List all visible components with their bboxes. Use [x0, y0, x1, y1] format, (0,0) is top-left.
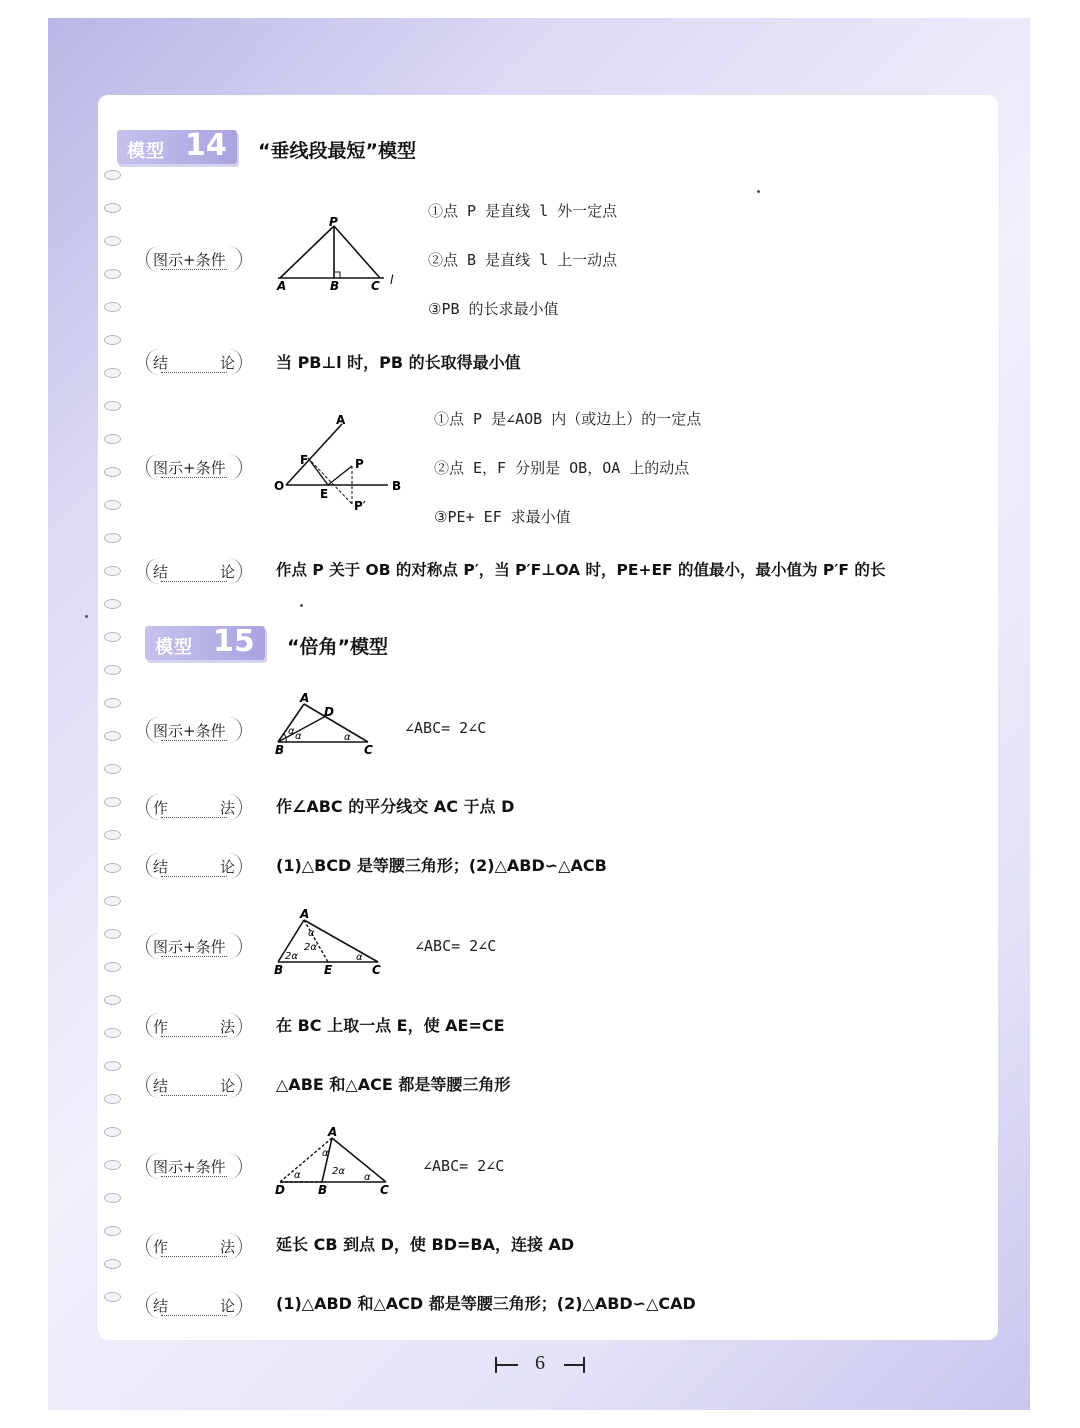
svg-text:B: B	[330, 279, 340, 293]
label-conclusion: 结 论	[146, 853, 242, 879]
model14-b2-condition-2: ②点 E，F 分别是 OB，OA 上的动点	[434, 459, 690, 477]
svg-text:α: α	[364, 1172, 371, 1183]
svg-text:α: α	[288, 726, 295, 737]
svg-text:P′: P′	[354, 499, 366, 513]
svg-text:D: D	[324, 705, 334, 719]
model-14-title: “垂线段最短”模型	[258, 140, 416, 162]
svg-text:C: C	[372, 963, 381, 977]
model-15-title: “倍角”模型	[287, 636, 388, 658]
svg-text:E: E	[324, 963, 333, 977]
model14-figure1	[272, 214, 402, 294]
speck	[85, 615, 88, 618]
svg-text:A: A	[336, 413, 346, 427]
label-diagram-conditions: 图示+条件	[146, 454, 242, 480]
svg-text:A: A	[300, 907, 310, 921]
model14-b2-conclusion: 作点 P 关于 OB 的对称点 P′，当 P′F⊥OA 时，PE+EF 的值最小，最小值为 P′F 的长	[276, 561, 886, 579]
model14-b1-condition-2: ②点 B 是直线 l 上一动点	[428, 251, 618, 269]
model15-figure1	[270, 692, 380, 760]
model-15-tag	[145, 626, 265, 660]
model15-figure2	[270, 906, 390, 980]
label-diagram-conditions: 图示+条件	[146, 717, 242, 743]
model14-b1-condition-1: ①点 P 是直线 l 外一定点	[428, 202, 618, 220]
label-method: 作 法	[146, 794, 242, 820]
page-number: 6	[535, 1352, 545, 1374]
model14-b2-condition-1: ①点 P 是∠AOB 内（或边上）的一定点	[434, 410, 702, 428]
svg-text:D: D	[275, 1183, 285, 1197]
model15-b1-conclusion: (1)△BCD 是等腰三角形；(2)△ABD∽△ACB	[276, 856, 607, 875]
label-method: 作 法	[146, 1013, 242, 1039]
model-14-number: 14	[185, 128, 227, 163]
model15-b1-method: 作∠ABC 的平分线交 AC 于点 D	[276, 797, 515, 816]
model15-b2-condition: ∠ABC= 2∠C	[415, 937, 497, 955]
label-diagram-conditions: 图示+条件	[146, 246, 242, 272]
svg-text:B: B	[274, 963, 284, 977]
model15-b2-method: 在 BC 上取一点 E，使 AE=CE	[276, 1016, 505, 1035]
svg-text:O: O	[274, 479, 285, 493]
svg-text:α: α	[322, 1148, 329, 1159]
label-conclusion: 结 论	[146, 1292, 242, 1318]
svg-text:α: α	[294, 1170, 301, 1181]
model-14-tag	[117, 130, 237, 164]
svg-text:A: A	[277, 279, 287, 293]
svg-text:α: α	[344, 732, 351, 743]
svg-text:E: E	[320, 487, 329, 501]
svg-text:A: A	[300, 692, 310, 705]
speck	[300, 604, 303, 607]
svg-text:2α: 2α	[332, 1166, 345, 1177]
label-diagram-conditions: 图示+条件	[146, 1153, 242, 1179]
svg-text:α: α	[308, 928, 315, 939]
label-diagram-conditions: 图示+条件	[146, 933, 242, 959]
model15-b3-condition: ∠ABC= 2∠C	[423, 1157, 505, 1175]
svg-text:P: P	[355, 457, 364, 471]
svg-text:F: F	[300, 453, 309, 467]
model14-figure2	[270, 408, 410, 518]
svg-text:A: A	[328, 1125, 338, 1139]
svg-text:B: B	[275, 743, 285, 757]
model-15-number: 15	[213, 624, 255, 659]
svg-text:C: C	[371, 279, 380, 293]
svg-text:B: B	[318, 1183, 328, 1197]
svg-text:l: l	[390, 273, 394, 287]
speck	[757, 190, 760, 193]
model15-b2-conclusion: △ABE 和△ACE 都是等腰三角形	[276, 1075, 511, 1094]
label-conclusion: 结 论	[146, 1072, 242, 1098]
svg-text:P: P	[329, 215, 338, 229]
model15-figure3	[270, 1124, 400, 1200]
model14-b1-condition-3: ③PB 的长求最小值	[428, 300, 559, 318]
svg-text:C: C	[380, 1183, 389, 1197]
model-15-word: 模型	[155, 637, 193, 658]
label-conclusion: 结 论	[146, 558, 242, 584]
svg-text:α: α	[356, 952, 363, 963]
svg-text:2α: 2α	[304, 942, 317, 953]
model15-b3-conclusion: (1)△ABD 和△ACD 都是等腰三角形；(2)△ABD∽△CAD	[276, 1294, 696, 1313]
model14-b1-conclusion: 当 PB⊥l 时，PB 的长取得最小值	[276, 353, 521, 372]
svg-text:α: α	[295, 731, 302, 742]
model-14-word: 模型	[127, 141, 165, 162]
label-conclusion: 结 论	[146, 349, 242, 375]
model14-b2-condition-3: ③PE+ EF 求最小值	[434, 508, 571, 526]
svg-text:B: B	[392, 479, 402, 493]
svg-text:C: C	[364, 743, 373, 757]
model15-b1-condition: ∠ABC= 2∠C	[405, 719, 487, 737]
svg-text:2α: 2α	[285, 951, 298, 962]
label-method: 作 法	[146, 1233, 242, 1259]
model15-b3-method: 延长 CB 到点 D，使 BD=BA，连接 AD	[276, 1235, 575, 1254]
